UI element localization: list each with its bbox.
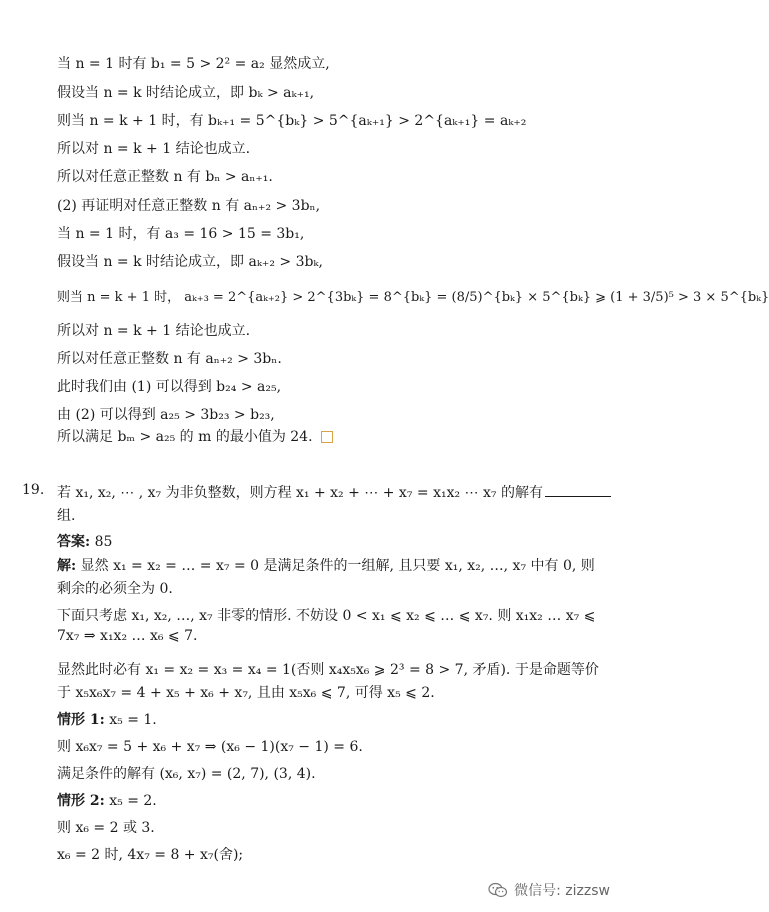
proof-line-10: 所以对 n = k + 1 结论也成立.	[57, 323, 251, 339]
problem-number: 19.	[22, 482, 45, 498]
proof-line-11: 所以对任意正整数 n 有 aₙ₊₂ > 3bₙ.	[57, 351, 282, 367]
proof-line-14	[57, 426, 333, 446]
case-1-line-b: 满足条件的解有 (x₆, x₇) = (2, 7), (3, 4).	[57, 766, 316, 782]
case-2-text: x₅ = 2.	[109, 793, 157, 809]
solution-text-1: 显然 x₁ = x₂ = … = x₇ = 0 是满足条件的一组解, 且只要 x₁, x₂, …, x₇ 中有 0, 则	[80, 558, 595, 574]
proof-line-9: 则当 n = k + 1 时， aₖ₊₃ = 2^{aₖ₊₂} > 2^{3bₖ} = 8^{bₖ} = (8/5)^{bₖ} × 5^{bₖ} ⩾ (1 + 3/5)⁵ > 3 × 5^{bₖ}	[57, 290, 769, 305]
proof-line-2: 假设当 n = k 时结论成立，即 bₖ > aₖ₊₁,	[57, 85, 315, 101]
case-1-line	[57, 709, 157, 729]
answer-line	[57, 531, 112, 551]
solution-label: 解:	[57, 558, 77, 574]
solution-line-1	[57, 555, 595, 575]
problem-stem-text: 若 x₁, x₂, ⋯ , x₇ 为非负整数，则方程 x₁ + x₂ + ⋯ + x₇ = x₁x₂ ⋯ x₇ 的解有	[57, 485, 543, 501]
qed-box-icon	[321, 431, 333, 443]
case-2-label: 情形 2:	[57, 793, 105, 809]
answer-blank	[545, 484, 611, 497]
problem-stem	[57, 482, 611, 502]
wechat-icon	[488, 882, 508, 898]
solution-line-2: 剩余的必须全为 0.	[57, 581, 173, 597]
case-1-text: x₅ = 1.	[109, 712, 157, 728]
answer-label: 答案:	[57, 534, 91, 550]
watermark-text: 微信号: zizzsw	[514, 883, 610, 899]
proof-line-12: 此时我们由 (1) 可以得到 b₂₄ > a₂₅,	[57, 379, 282, 395]
solution-line-4: 7x₇ ⇒ x₁x₂ … x₆ ⩽ 7.	[57, 628, 198, 644]
case-1-label: 情形 1:	[57, 712, 105, 728]
solution-line-3: 下面只考虑 x₁, x₂, …, x₇ 非零的情形. 不妨设 0 < x₁ ⩽ x₂ ⩽ … ⩽ x₇. 则 x₁x₂ … x₇ ⩽	[57, 608, 596, 624]
proof-line-13: 由 (2) 可以得到 a₂₅ > 3b₂₃ > b₂₃,	[57, 407, 275, 423]
solution-line-5: 显然此时必有 x₁ = x₂ = x₃ = x₄ = 1(否则 x₄x₅x₆ ⩾ 2³ = 8 > 7, 矛盾). 于是命题等价	[57, 662, 599, 678]
solution-line-6: 于 x₅x₆x₇ = 4 + x₅ + x₆ + x₇, 且由 x₅x₆ ⩽ 7, 可得 x₅ ⩽ 2.	[57, 685, 435, 701]
proof-line-7: 当 n = 1 时，有 a₃ = 16 > 15 = 3b₁,	[57, 226, 305, 242]
problem-stem-end: 组.	[57, 508, 76, 524]
proof-line-5: 所以对任意正整数 n 有 bₙ > aₙ₊₁.	[57, 169, 273, 185]
watermark	[488, 880, 610, 900]
proof-line-8: 假设当 n = k 时结论成立，即 aₖ₊₂ > 3bₖ,	[57, 254, 323, 270]
proof-line-4: 所以对 n = k + 1 结论也成立.	[57, 141, 251, 157]
case-2-line	[57, 790, 157, 810]
proof-line-1: 当 n = 1 时有 b₁ = 5 > 2² = a₂ 显然成立,	[57, 56, 330, 72]
proof-line-6: (2) 再证明对任意正整数 n 有 aₙ₊₂ > 3bₙ,	[57, 198, 321, 214]
proof-conclusion: 所以满足 bₘ > a₂₅ 的 m 的最小值为 24.	[57, 429, 313, 445]
case-2-line-b: x₆ = 2 时, 4x₇ = 8 + x₇(舍);	[57, 847, 244, 863]
case-2-line-a: 则 x₆ = 2 或 3.	[57, 820, 155, 836]
answer-value: 85	[94, 534, 113, 550]
case-1-line-a: 则 x₆x₇ = 5 + x₆ + x₇ ⇒ (x₆ − 1)(x₇ − 1) = 6.	[57, 739, 363, 755]
proof-line-3: 则当 n = k + 1 时，有 bₖ₊₁ = 5^{bₖ} > 5^{aₖ₊₁} > 2^{aₖ₊₁} = aₖ₊₂	[57, 113, 527, 129]
